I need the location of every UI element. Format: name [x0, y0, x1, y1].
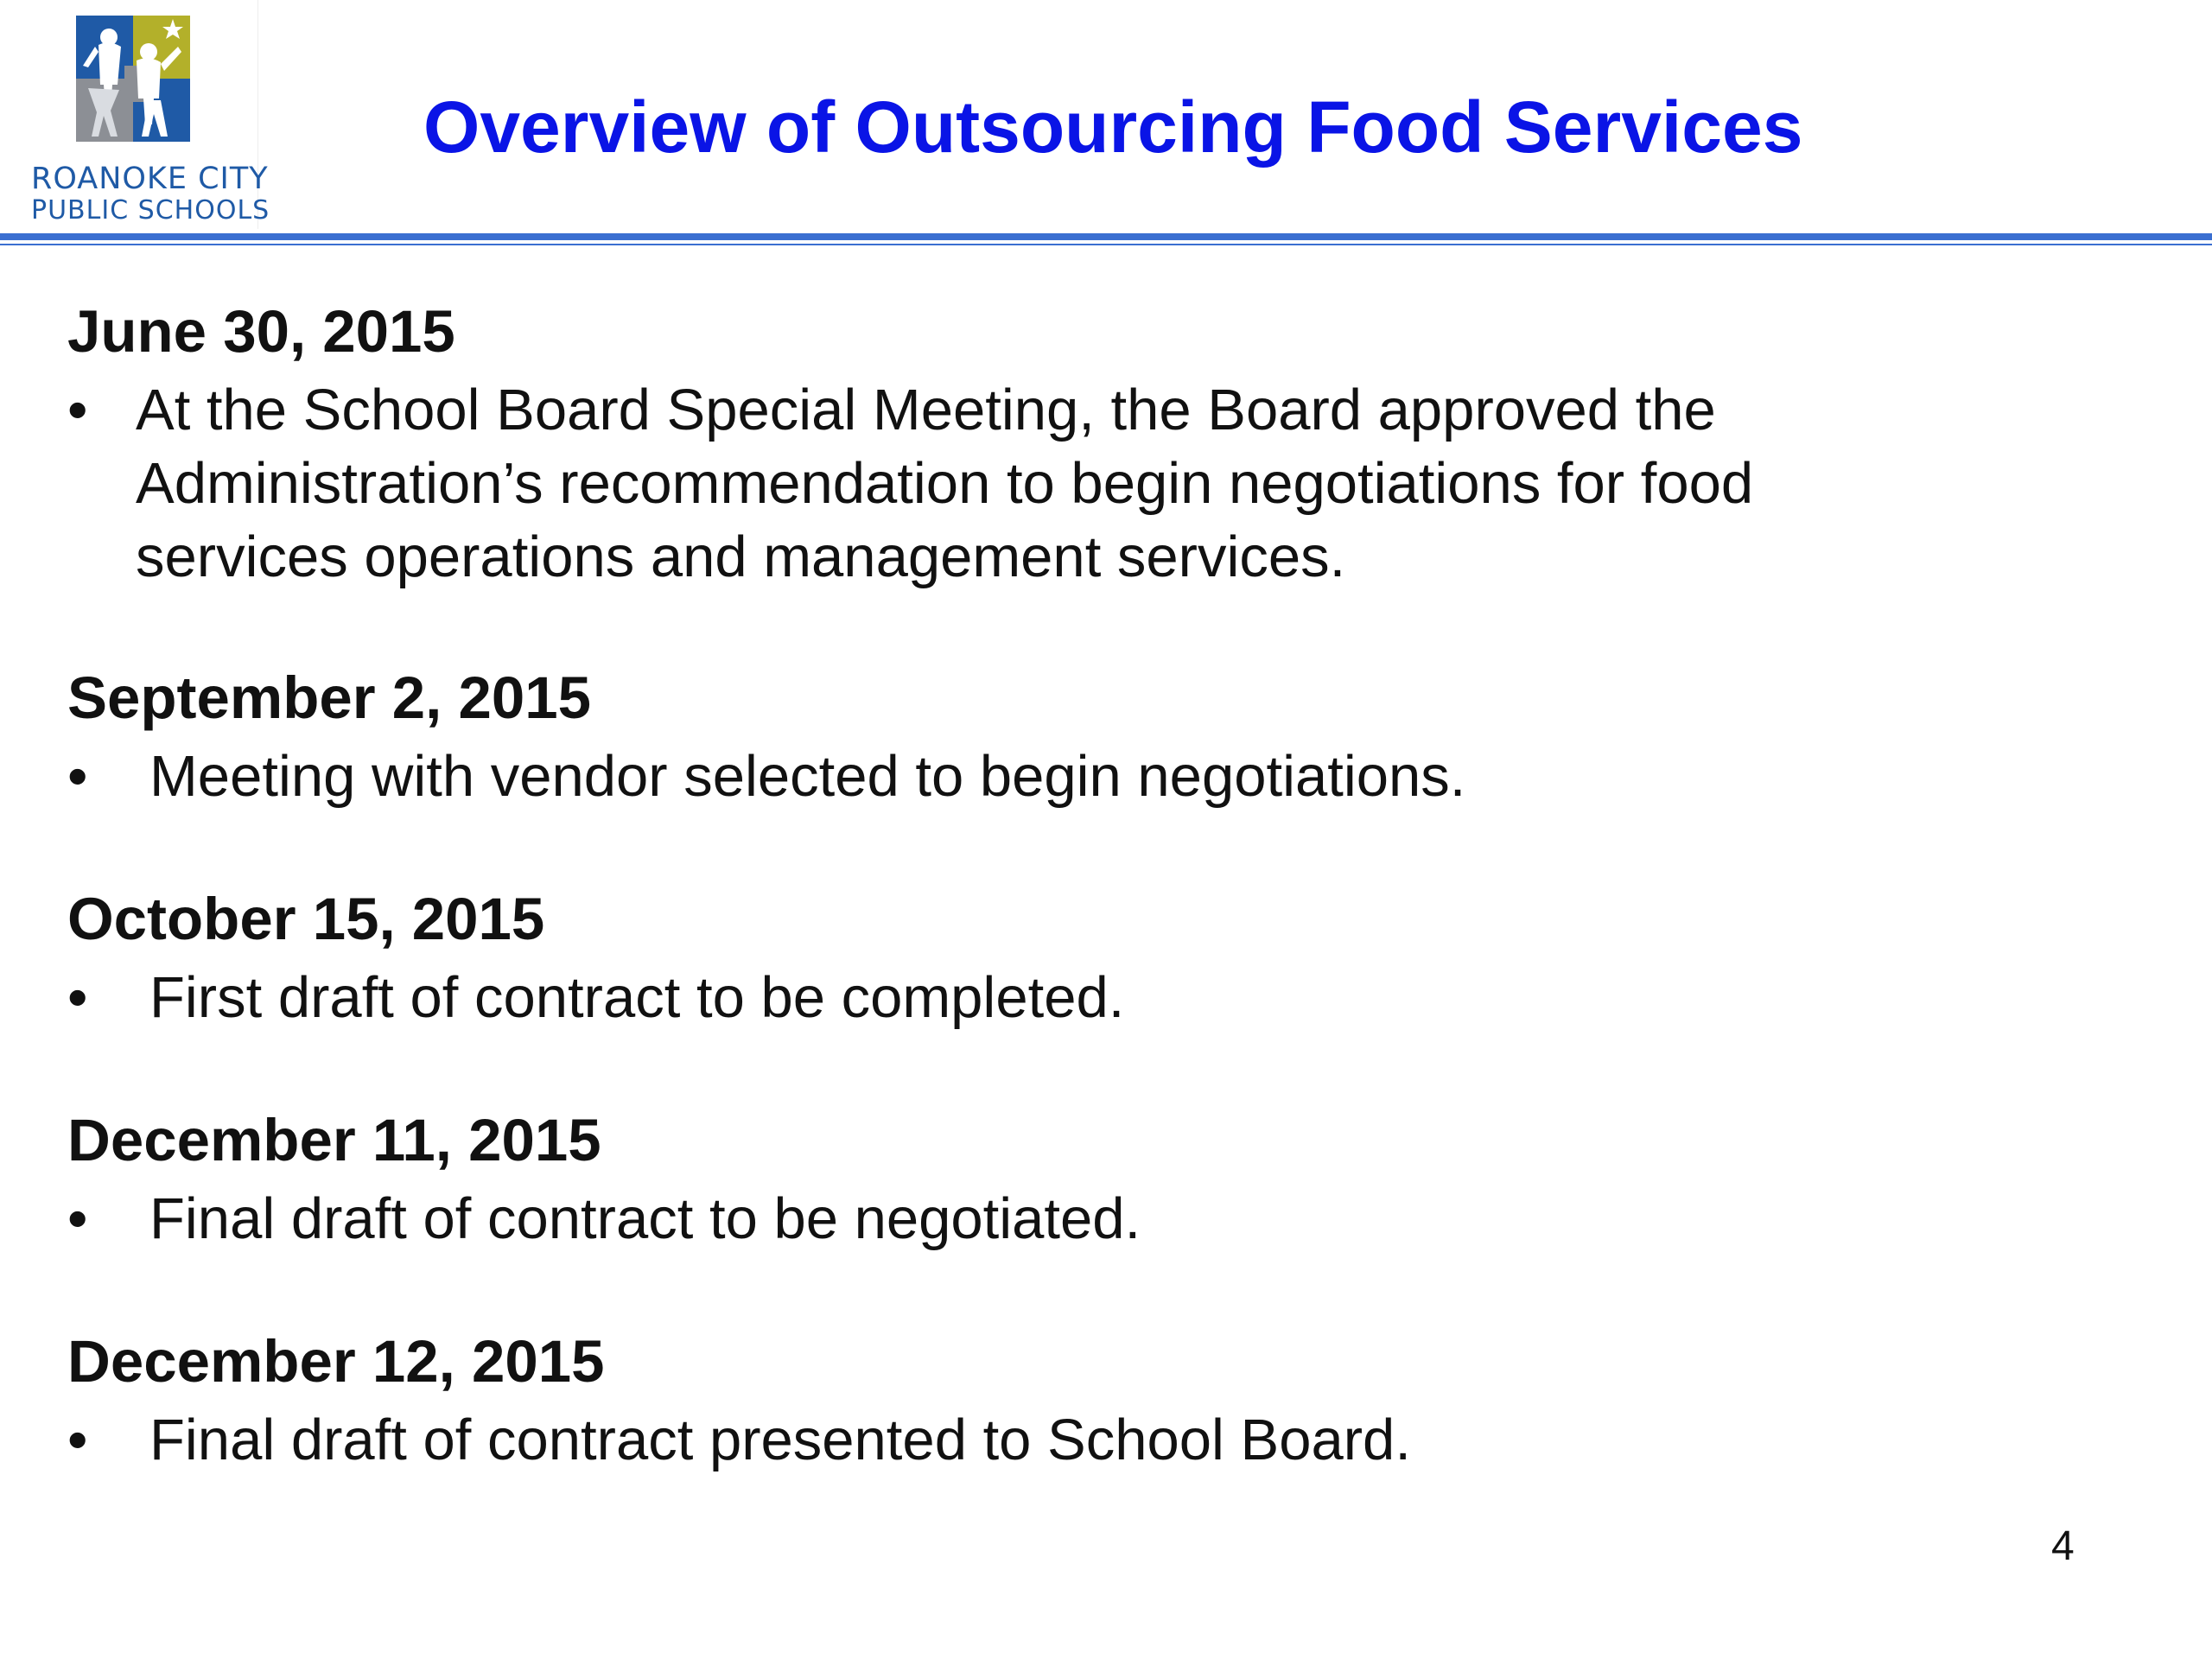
logo-text-line2: PUBLIC SCHOOLS — [31, 195, 270, 226]
entry-bullet-item — [67, 1403, 2055, 1477]
bullet-icon: • — [67, 965, 88, 1030]
bullet-icon: • — [67, 1408, 88, 1472]
entry-bullet-item — [67, 740, 2055, 813]
entry-date: October 15, 2015 — [67, 886, 545, 952]
entry-bullet-text: At the School Board Special Meeting, the Board approved the Administration’s recommendation to begin negotiations for food services operations and management services. — [136, 378, 1754, 589]
entry-bullet-text: Final draft of contract to be negotiated. — [149, 1186, 1141, 1251]
entry-date: December 11, 2015 — [67, 1107, 601, 1173]
bullet-icon: • — [67, 744, 88, 809]
entry-bullet-text: Meeting with vendor selected to begin negotiations. — [149, 744, 1466, 809]
entry-date: December 12, 2015 — [67, 1328, 605, 1395]
timeline-entry — [67, 290, 2055, 657]
timeline-entry — [67, 878, 2055, 1099]
entry-bullet-text: Final draft of contract presented to School Board. — [149, 1408, 1411, 1472]
entry-bullet-item — [67, 373, 2055, 594]
school-logo-icon — [76, 16, 190, 142]
timeline-content — [67, 290, 2055, 1493]
entry-bullet-item — [67, 961, 2055, 1034]
header-rule — [0, 233, 2212, 240]
slide-title: Overview of Outsourcing Food Services — [423, 86, 1803, 168]
entry-date: September 2, 2015 — [67, 664, 592, 731]
header-rule-thin — [0, 244, 2212, 245]
timeline-entry — [67, 657, 2055, 878]
page-number: 4 — [2051, 1523, 2075, 1569]
bullet-icon: • — [67, 1186, 88, 1251]
entry-date: June 30, 2015 — [67, 298, 455, 365]
bullet-icon: • — [67, 378, 88, 442]
school-logo — [7, 0, 270, 229]
entry-bullet-item — [67, 1182, 2055, 1255]
logo-text-line1: ROANOKE CITY — [31, 162, 269, 196]
timeline-entry — [67, 1099, 2055, 1320]
entry-bullet-text: First draft of contract to be completed. — [149, 965, 1125, 1030]
timeline-entry — [67, 1320, 2055, 1493]
